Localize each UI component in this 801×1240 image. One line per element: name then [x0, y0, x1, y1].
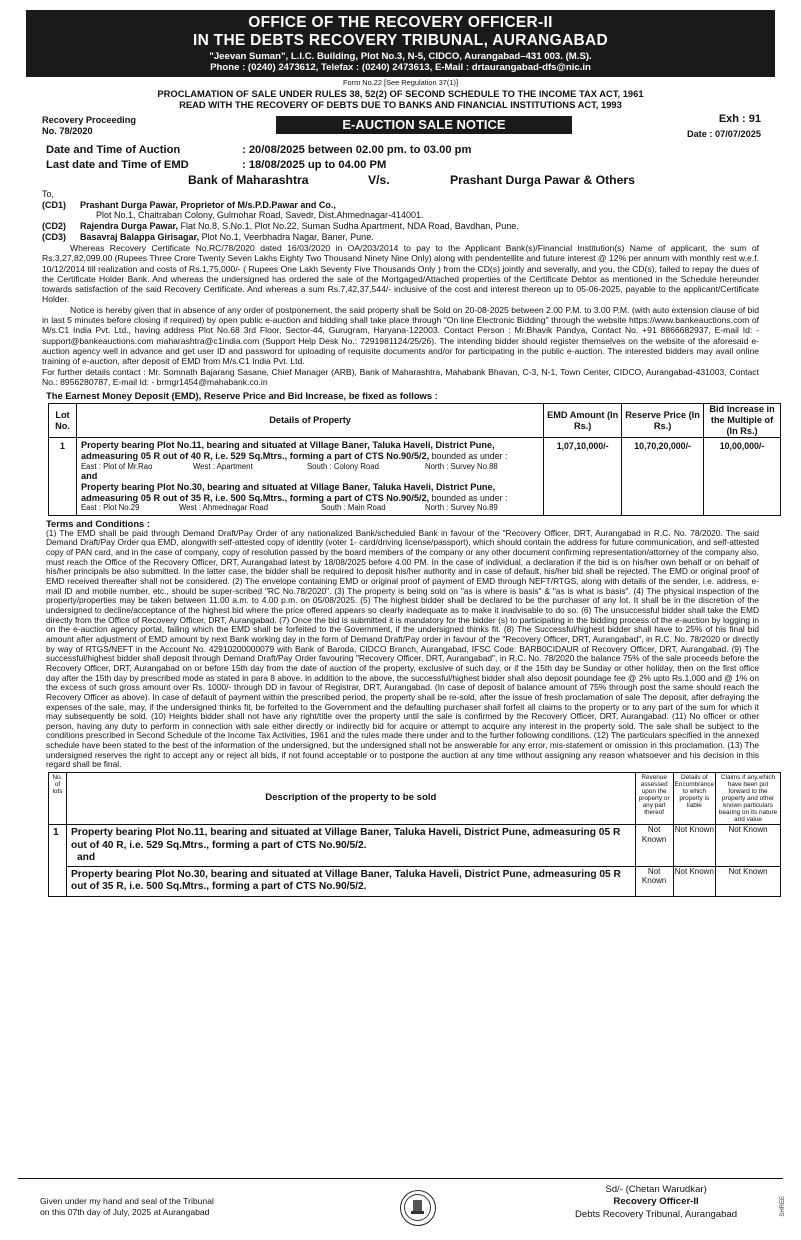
versus: V/s.	[368, 173, 390, 188]
given-under-hand	[40, 1196, 214, 1217]
bounded-label: bounded as under :	[429, 492, 508, 503]
applicant-bank: Bank of Maharashtra	[188, 173, 309, 188]
emd-amount: 1,07,10,000/-	[544, 437, 622, 515]
auction-date-label: Date and Time of Auction	[46, 144, 181, 157]
signatory-title: Recovery Officer-II	[613, 1196, 699, 1208]
debtor-address: Flat No.8, S.No.1, Plot No.22, Suman Sudha Apartment, NDA Road, Bavdhan, Pune.	[178, 221, 519, 232]
signatory-tribunal: Debts Recovery Tribunal, Aurangabad	[575, 1208, 738, 1220]
emd-heading: The Earnest Money Deposit (EMD), Reserve Price and Bid Increase, be fixed as follows :	[46, 390, 438, 402]
claims-1: Not Known	[716, 825, 781, 867]
col-lots: No. of lots	[49, 773, 67, 825]
col-claims: Claims if any,which have been put forward to the property and other known particulars bearing on its nature and value	[716, 773, 781, 825]
boundary-east: East : Plot No.29	[80, 503, 140, 513]
boundary-east: East : Plot of Mr.Rao	[80, 461, 153, 471]
property-details	[76, 437, 543, 515]
schedule-lot: 1	[49, 825, 67, 896]
recovery-proceeding	[42, 115, 136, 137]
and-label: and	[80, 470, 98, 481]
bid-increase: 10,00,000/-	[704, 437, 781, 515]
debtor-1	[42, 200, 783, 221]
boundary-west: West : Ahmednagar Road	[178, 503, 269, 513]
col-revenue: Revenue assessed upon the property or any part thereof	[635, 773, 673, 825]
col-encumbrance: Details of Encumbrance to which property is liable	[673, 773, 715, 825]
property-1: Property bearing Plot No.11, bearing and situated at Village Baner, Taluka Haveli, District Pune, admeasuring 05 R out of 40 R, i.e. 529 Sq.Mtrs., forming a part of CTS No.90/5/2,	[80, 439, 495, 461]
signatory	[575, 1184, 737, 1221]
debtor-name: Prashant Durga Pawar, Proprietor of M/s.P.D.Pawar and Co.,	[80, 199, 336, 210]
emd-deadline-value: : 18/08/2025 up to 04.00 PM	[242, 158, 387, 171]
reserve-price: 10,70,20,000/-	[622, 437, 704, 515]
proclamation-line-2: READ WITH THE RECOVERY OF DEBTS DUE TO BANKS AND FINANCIAL INSTITUTIONS ACT, 1993	[179, 99, 622, 111]
shree-mark: SHREE	[779, 1196, 786, 1217]
debtor-address: Plot No.1, Veerbhadra Nagar, Baner, Pune.	[199, 231, 374, 242]
debtor-2	[42, 221, 783, 232]
recovery-proceeding-number: No. 78/2020	[42, 125, 93, 136]
sale-notice-paragraph: Notice is hereby given that in absence of any order of postponement, the said property shall be Sold on 20-08-2025 between 2.00 P.M. to 3.00 P.M. (with auto extension clause of bid in last 5 minutes before closing if required) by open public e-auction and bidding shall take place through "On line Electronic Bidding" through the website https://www.bankeauctions.com of M/s.C1 India Pvt. Ltd., having address Plot No.68 3rd Floor, Sector-44, Gurugram, Haryana-122003. Contact Person : Mr.Bhavik Pandya, Contact No. +91 8866682937, E-mail Id: - support@bankeauctions.com maharashtra@c1india.com (Support Help Desk No.: 7291981124/25/26). The intending bidder should register themselves on the website of the aforesaid e-auction agency well in advance and get user ID and password for uploading of requisite documents and/or for participating in the public e-auction. The interested bidders may avail online training of e-auction, after deposit of EMD from M/s.C1 India Pvt. Ltd.	[42, 305, 759, 366]
contact-paragraph: For further details contact : Mr. Somnath Bajarang Sasane, Chief Manager (ARB), Bank of Maharashtra, Mahabank Bhavan, C-3, N-1, Town Center, CIDCO, Aurangabad-431003, Contact No.: 8956280787, E-mail Id: - brmgr1454@mahabank.co.in	[42, 366, 759, 388]
encumbrance-2: Not Known	[673, 867, 715, 896]
debtor-code: (CD1)	[42, 199, 66, 210]
col-reserve: Reserve Price (In Rs.)	[622, 404, 704, 438]
form-number: Form No.22 [See Regulation 37(1)]	[342, 78, 459, 88]
debtor-3	[42, 232, 783, 243]
signatory-name: Sd/- (Chetan Warudkar)	[605, 1184, 707, 1195]
claims-2: Not Known	[716, 867, 781, 896]
tribunal-seal-icon	[400, 1190, 436, 1226]
auction-date-value: : 20/08/2025 between 02.00 pm. to 03.00 pm	[242, 144, 472, 157]
debtor-name: Basavraj Balappa Girisagar,	[80, 231, 200, 242]
boundary-north: North : Survey No.89	[424, 503, 498, 513]
schedule-property-1	[66, 825, 635, 867]
table-row	[49, 437, 781, 515]
given-line-2: on this 07th day of July, 2025 at Aurangabad	[40, 1206, 210, 1217]
bounded-label: bounded as under :	[429, 450, 508, 461]
recovery-proceeding-label: Recovery Proceeding	[42, 115, 136, 126]
boundary-north: North : Survey No.88	[424, 461, 498, 471]
proclamation-line-1: PROCLAMATION OF SALE UNDER RULES 38, 52(2) OF SECOND SCHEDULE TO THE INCOME TAX ACT, 1961	[157, 87, 644, 99]
schedule-property-2: Property bearing Plot No.30, bearing and situated at Village Baner, Taluka Haveli, District Pune, admeasuring 05 R out of 35 R, i.e. 500 Sq.Mtrs., forming a part of CTS No.90/5/2.	[66, 867, 635, 896]
office-title: OFFICE OF THE RECOVERY OFFICER-II	[248, 14, 553, 31]
given-line-1: Given under my hand and seal of the Tribunal	[40, 1196, 214, 1206]
tribunal-title: IN THE DEBTS RECOVERY TRIBUNAL, AURANGABAD	[192, 32, 609, 50]
lot-number: 1	[49, 437, 77, 515]
col-details: Details of Property	[76, 404, 543, 438]
boundaries-2	[81, 503, 539, 512]
boundary-west: West : Apartment	[192, 461, 253, 471]
property-1-description: Property bearing Plot No.11, bearing and situated at Village Baner, Taluka Haveli, District Pune, admeasuring 05 R out of 40 R, i.e. 529 Sq.Mtrs., forming a part of CTS No.90/5/2.	[70, 827, 621, 851]
case-parties	[18, 173, 783, 189]
debtor-code: (CD3)	[42, 231, 66, 242]
to-label: To,	[42, 189, 55, 200]
notice-date: Date : 07/07/2025	[686, 129, 761, 140]
defendant: Prashant Durga Pawar & Others	[450, 173, 635, 188]
and-label: and	[76, 851, 96, 863]
exhibit-number: Exh : 91	[718, 113, 761, 126]
boundaries-1	[81, 462, 539, 471]
terms-text: (1) The EMD shall be paid through Demand Draft/Pay Order of any nationalized Bank/scheduled Bank in favour of the "Recovery Officer, DRT, Aurangabad in R.C. No. 78/2020. The said Demand Draft/Pay Order qua EMD, alongwith self-attested copy of identity (voter 1- card/driving license/passport), which should contain the address for future communication, and self-attested copy of PAN card, and in the case of company, copy of resolution passed by the board members of the company or any other document confirming representation/attorney of the company also, must reach the Office of the Recovery Officer, DRT, Aurangabad latest by 18/08/2025 before 4.00 PM. In the case of individual, a declaration if the bid is on his/her own behalf or on behalf of his/her principals be also submitted. In the latter case, the bidder shall be required to deposit his/her authority and in case of default, his/her bid shall be rejected. The EMD or original proof of EMD received thereafter shall not be considered. (2) The envelope containing EMD or original proof of payment of EMD through NEFT/RTGS, along with details of the sender, i.e. address, e-mail ID and mobile number, etc., should be super-scribed "RC No.78/2020". (3) The property is being sold on "as is where is basis" & "as is what is basis". (4) The physical inspection of the property/properties may be taken between 11.00 a.m. to 4.00 p.m. on 05/08/2025. (5) The highest bidder shall be declared to be the purchaser of any lot. It shall be in the discretion of the undersigned to decline/acceptance of the highest bid where the price offered appears so clearly inadequate as to make it inadvisable to do so. (6) The unsuccessful bidder shall take the EMD directly from the Office of Recovery Officer, DRT, Aurangabad. (7) Once the bid is submitted it is mandatory for the bidder (s) to participating in the bidding process of the e-auction by logging in on the e-auction agency portal, failing which the EMD shall be forfeited to the Government, if the undersigned thinks fit. (8) The Successful/highest bidder shall have to 25% of his final bid amount after adjustment of EMD amount by next Bank working day in the form of Demand Draft/Pay order in favour of the "Recovery Officer, DRT, Aurangabad", in R.C. No. 78/2020 or directly by way of RTGS/NEFT in the Account No. 42910200000079 with Bank of Baroda, CIDCO Branch, Aurangabad, IFSC Code: BARB0CIDAUR of Recovery Officer, DRT, Aurangabad. (9) The successful/highest bidder shall deposit through Demand Draft/Pay Order favouring "Recovery Officer, DRT, Aurangabad", in R.C. No. 78/2020 the balance 75% of the sale proceeds before the Recovery Officer, DRT, Aurangabad on or before 15th day from the date of auction of the property, exclusive of such day, or if the 15th day be Sunday or other holiday, then on the first office day after the 15th day by prescribed mode as stated in para 8 above. In addition to the above, the successful/highest bidder shall also deposit poundage fee @ 2% upto Rs.1,000 and @ 1% on the excess of such gross amount over Rs. 1000/- through DD in favour of Registrar, DRT, Aurangabad. (In case of deposit of balance amount of 75% through post the same should reach the Recovery Officer as above). In case of default of payment within the prescribed period, the property shall be re-sold, after the issue of fresh proclamation of sale The deposit, after defraying the expenses of the sale, may, if the undersigned thinks fit, be forfeited to the Government and the defaulting purchaser shall forfeit all claims to the property or to any part of the sum for which it may subsequently be sold. (10) Heights bidder shall not have any right/title over the property until the sale is confirmed by the Recovery Officer, DRT, Aurangabad. (11) No officer or other person, having any duty to perform in connection with sale either directly or indirectly bid for acquire or attempt to acquire any interest in the property sold. The sale shall be subject to the conditions prescribed in Second Schedule of the Income Tax Activities, 1961 and the rules made there under and to the further following conditions. (12) The particulars specified in the annexed schedule have been stated to the best of the information of the undersigned, but the undersigned shall not be answerable for any error, mis-statement or omission in this proclamation. (13) The undersigned reserves the right to accept any or reject all bids, if not found acceptable or to postpone the auction at any time without assigning any reason whatsoever and his decision in this regard shall be final.	[46, 527, 759, 770]
notice-title-row	[18, 113, 783, 143]
terms-heading: Terms and Conditions :	[46, 517, 150, 529]
boundary-south: South : Main Road	[320, 503, 386, 513]
debtor-code: (CD2)	[42, 221, 66, 232]
footer-divider	[18, 1178, 783, 1179]
encumbrance-1: Not Known	[673, 825, 715, 867]
office-contact: Phone : (0240) 2473612, Telefax : (0240) 2473613, E-Mail : drtaurangabad-dfs@nic.in	[210, 61, 591, 73]
debtor-address: Plot No.1, Chaitraban Colony, Gulmohar Road, Savedr, Dist.Ahmednagar-414001.	[96, 210, 424, 221]
revenue-1: Not Known	[635, 825, 673, 867]
recovery-certificate-paragraph: Whereas Recovery Certificate No.RC/78/2020 dated 16/03/2020 in OA/203/2014 to pay to the Applicant Bank(s)/Financial Institution(s) Name of applicant, the sum of Rs.3,27,82,099.00 (Rupees Three Crore Twenty Seven Lakhs Eighty Two Thousand Ninety Nine Only) along with pendentellite and future interest @ 12% per annum with monthly rest w.e.f. 10/12/2014 till realization and costs of Rs.1,75,000/- ( Rupees One Lakh Seventy Five Thousands Only ) from the CD(s) jointly and severally, and you, the CD(s), failed to repay the dues of the Certificate Holder Bank. And whereas the undersigned has ordered the sale of the Mortgaged/Attached properties of the Certificate Debtor as mentioned in the Schedule hereunder towards satisfaction of the said Recovery Certificate. And whereas a sum Rs.7,42,37,544/- inclusive of the cost and interest thereon up to 05-06-2025, payable to the applicant/Certificate Holder.	[42, 243, 759, 304]
auction-schedule	[46, 143, 783, 172]
boundary-south: South : Colony Road	[306, 461, 379, 471]
property-2: Property bearing Plot No.30, bearing and situated at Village Baner, Taluka Haveli, District Pune, admeasuring 05 R out of 35 R, i.e. 500 Sq.Mtrs., forming a part of CTS No.90/5/2,	[80, 481, 496, 503]
signature-footer	[40, 1184, 770, 1234]
table-row	[49, 825, 781, 867]
col-lot: Lot No.	[49, 404, 77, 438]
debtor-name: Rajendra Durga Pawar,	[80, 221, 179, 232]
table-row	[49, 867, 781, 896]
col-emd: EMD Amount (In Rs.)	[544, 404, 622, 438]
revenue-2: Not Known	[635, 867, 673, 896]
col-bid: Bid Increase in the Multiple of (In Rs.)	[704, 404, 781, 438]
emd-table	[48, 403, 781, 515]
notice-title: E-AUCTION SALE NOTICE	[276, 116, 572, 134]
col-description: Description of the property to be sold	[66, 773, 635, 825]
office-header	[26, 10, 775, 77]
schedule-table	[48, 772, 781, 897]
office-address: "Jeevan Suman", L.I.C. Building, Plot No.3, N-5, CIDCO, Aurangabad–431 003. (M.S).	[209, 50, 592, 62]
emd-deadline-label: Last date and Time of EMD	[46, 158, 189, 171]
